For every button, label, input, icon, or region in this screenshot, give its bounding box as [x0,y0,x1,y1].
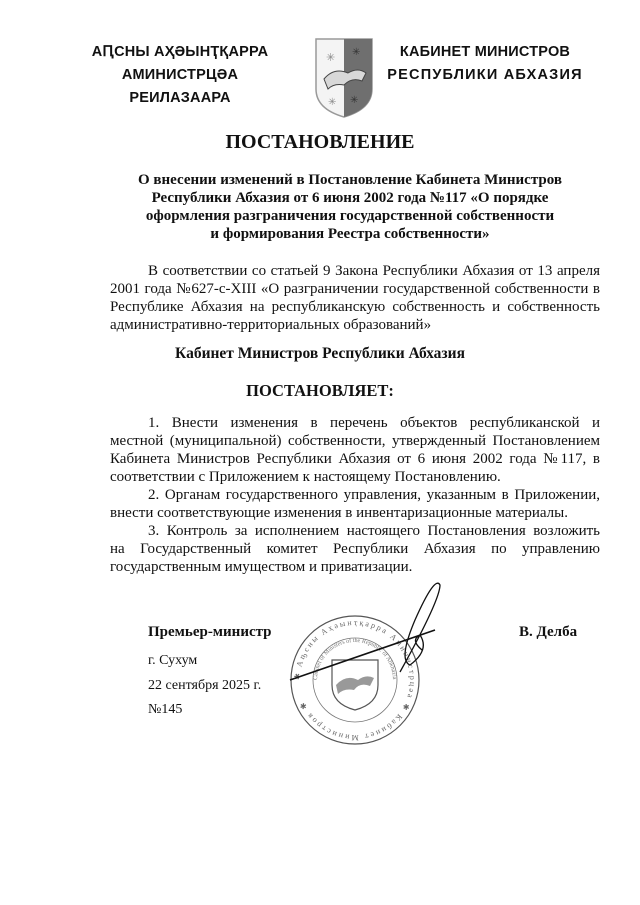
preamble-line: Республике Абхазия на республиканскую собственность и собственность [110,299,600,315]
resolves-heading: ПОСТАНОВЛЯЕТ: [246,381,394,400]
seal-outer-text: ✱ Аҧсны Аҳәынҭқарра Аминистрцәа ✱ Кабинет Министров ✱ [292,617,418,743]
header-right-line: КАБИНЕТ МИНИСТРОВ [399,44,571,60]
signature-name: В. Делба [519,624,578,640]
coat-of-arms-emblem [314,37,374,119]
subject-line: Республики Абхазия от 6 июня 2002 года №117 «О порядке [151,190,549,206]
header-left-line: АМИНИСТРЦӘА РЕИЛАЗААРА [121,67,239,106]
item-line: 2. Органам государственного управления, указанным в Приложении, [148,487,600,503]
subject-line: оформления разграничения государственной собственности [145,208,555,224]
svg-text:✳: ✳ [326,52,336,64]
svg-text:✳: ✳ [352,47,361,58]
preamble-line: 2001 года №627-с-XIII «О разграничении государственной собственности в [110,281,600,297]
svg-text:✳: ✳ [350,95,359,106]
item-line: Кабинета Министров Республики Абхазия от 6 июня 2002 года №117, в [110,451,600,467]
signature-city: г. Сухум [148,653,198,668]
item-line: внести соответствующие изменения в инвентаризационные материалы. [110,505,568,521]
item-line: местной (муниципальной) собственности, утвержденный Постановлением [110,433,600,449]
item-line: на Государственный комитет Республики Абхазия по управлению [110,541,600,557]
header-left [70,41,290,110]
signature-position: Премьер-министр [148,624,272,640]
header-right [375,41,595,87]
item-line: соответствии с Приложением к настоящему Постановлению. [110,469,501,485]
official-seal [270,580,450,750]
item-line: 3. Контроль за исполнением настоящего Постановления возложить [148,523,600,539]
document-subject [100,171,600,243]
issuer: Кабинет Министров Республики Абхазия [175,345,465,362]
subject-line: и формирования Реестра собственности» [210,226,490,242]
preamble-line: административно-территориальных образований» [110,317,432,333]
item-line: государственным имуществом и приватизации. [110,559,413,575]
header-right-line: РЕСПУБЛИКИ АБХАЗИЯ [387,67,583,83]
subject-line: О внесении изменений в Постановление Кабинета Министров [138,172,562,188]
signature-scribble [400,583,440,672]
svg-text:Cabinet of Ministers of the Re [313,637,397,680]
preamble-line: В соответствии со статьей 9 Закона Республики Абхазия от 13 апреля [148,263,600,279]
signature-date: 22 сентября 2025 г. [148,678,262,693]
document-title: ПОСТАНОВЛЕНИЕ [225,131,415,153]
preamble [110,262,600,334]
items [110,414,600,576]
document-number: №145 [148,702,183,717]
svg-text:✳: ✳ [328,97,337,108]
item-line: 1. Внести изменения в перечень объектов республиканской и [148,415,600,431]
header-left-line: АԤСНЫ АҲӘЫНҬҚАРРА [91,44,269,60]
seal-inner-text: Cabinet of Ministers of the Republic of Abkhazia [312,637,398,681]
